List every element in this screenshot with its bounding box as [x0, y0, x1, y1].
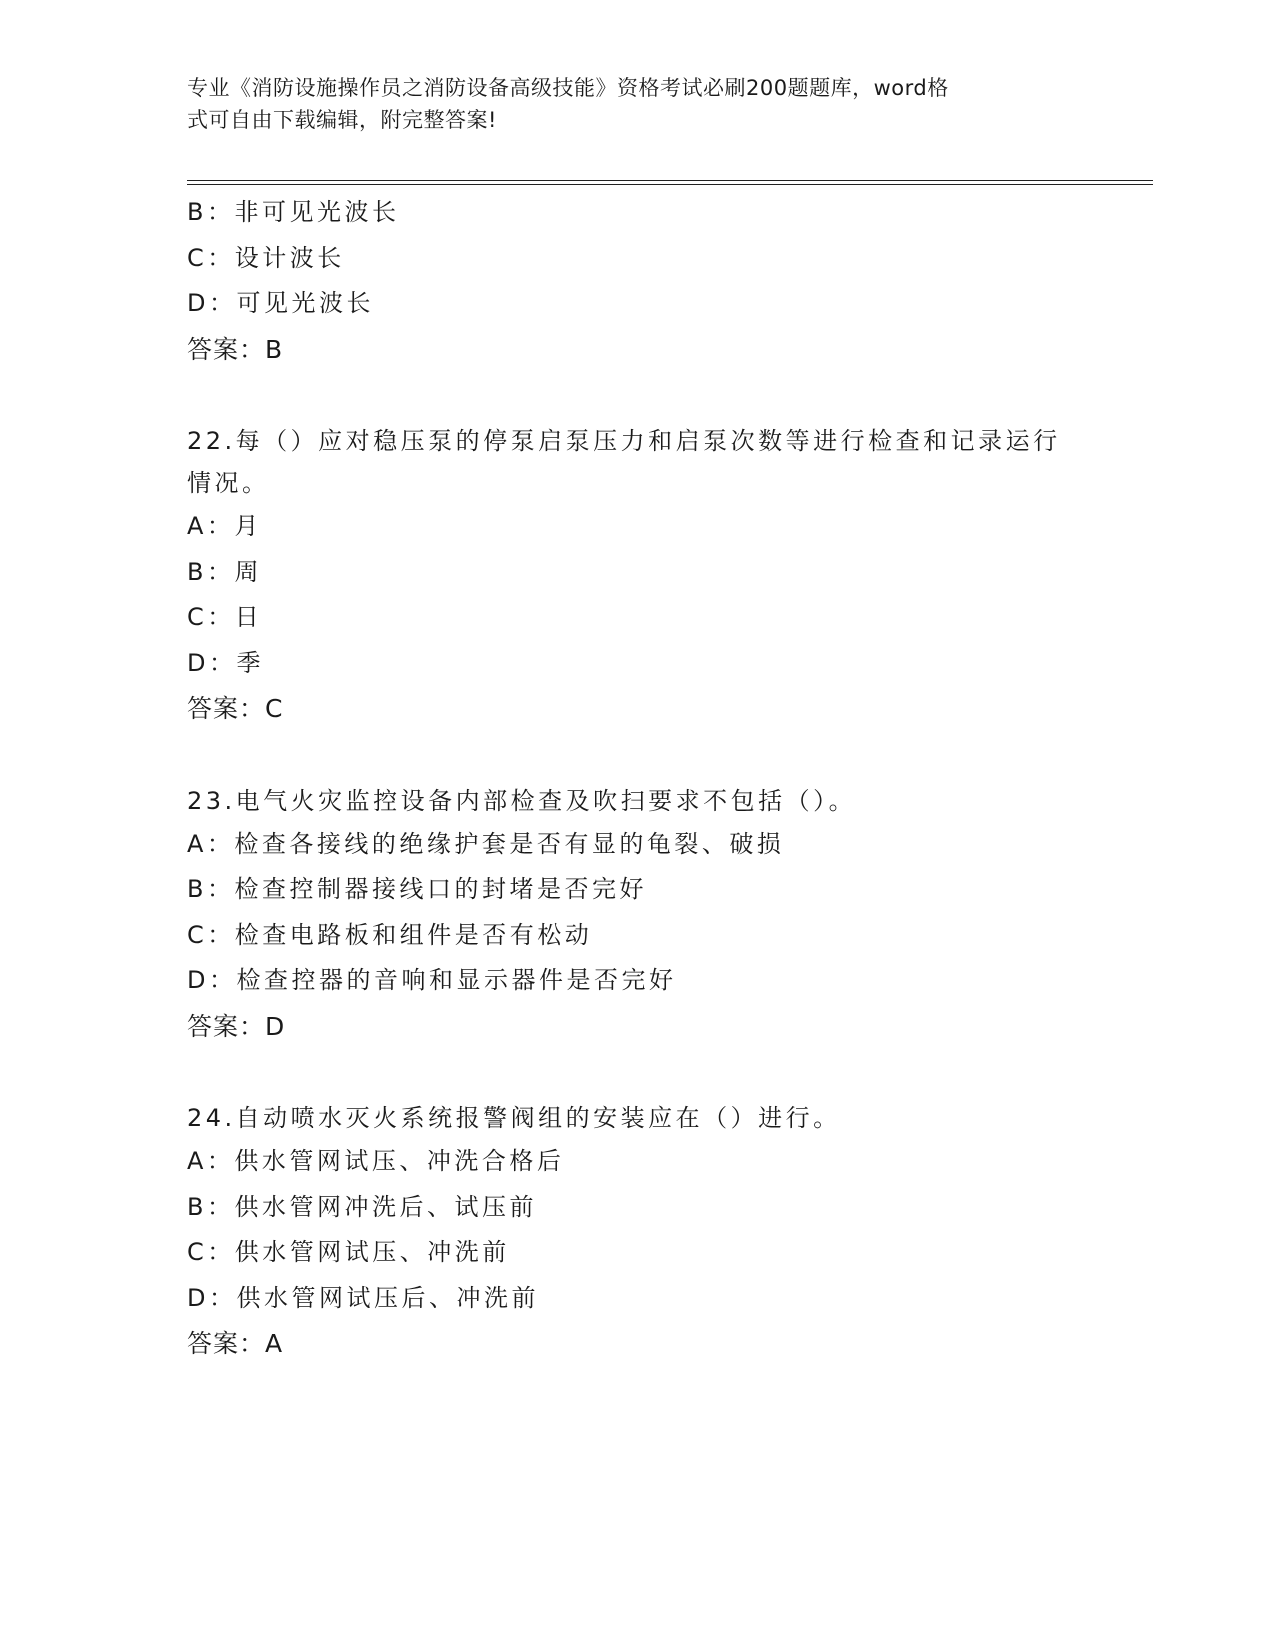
option-a: A：检查各接线的绝缘护套是否有显的龟裂、破损	[187, 829, 785, 858]
question-text: 23.电气火灾监控设备内部检查及吹扫要求不包括（）。	[187, 786, 857, 815]
option-c: C：供水管网试压、冲洗前	[187, 1238, 510, 1266]
option-d: D：可见光波长	[187, 289, 374, 317]
answer-line: 答案：A	[187, 1329, 284, 1358]
header-line-2: 式可自由下载编辑，附完整答案!	[187, 108, 497, 132]
option-b: B：供水管网冲洗后、试压前	[187, 1192, 537, 1221]
question-23	[187, 780, 1087, 1050]
option-a: A：供水管网试压、冲洗合格后	[187, 1147, 565, 1175]
question-list	[187, 190, 1087, 1367]
question-24	[187, 1097, 1087, 1367]
header-divider-bottom	[187, 184, 1153, 185]
option-d: D：季	[187, 648, 264, 677]
header-line-1: 专业《消防设施操作员之消防设备高级技能》资格考试必刷200题题库，word格	[187, 76, 949, 100]
question-text: 24.自动喷水灭火系统报警阀组的安装应在（）进行。	[187, 1104, 841, 1132]
option-b: B：检查控制器接线口的封堵是否完好	[187, 875, 647, 903]
option-b: B：非可见光波长	[187, 198, 400, 226]
option-c: C：设计波长	[187, 243, 345, 272]
answer-line: 答案：B	[187, 334, 284, 364]
option-c: C：检查电路板和组件是否有松动	[187, 920, 593, 949]
option-c: C：日	[187, 603, 263, 631]
option-d: D：供水管网试压后、冲洗前	[187, 1283, 539, 1312]
header-divider-top	[187, 180, 1153, 181]
option-b: B：周	[187, 557, 262, 586]
question-text: 22.每（）应对稳压泵的停泵启泵压力和启泵次数等进行检查和记录运行情况。	[187, 427, 1061, 497]
option-d: D：检查控器的音响和显示器件是否完好	[187, 966, 677, 994]
answer-line: 答案：C	[187, 694, 284, 723]
question-21-tail	[187, 190, 1087, 372]
document-header	[187, 72, 1067, 136]
answer-line: 答案：D	[187, 1011, 286, 1041]
question-22	[187, 420, 1087, 732]
option-a: A：月	[187, 512, 262, 540]
